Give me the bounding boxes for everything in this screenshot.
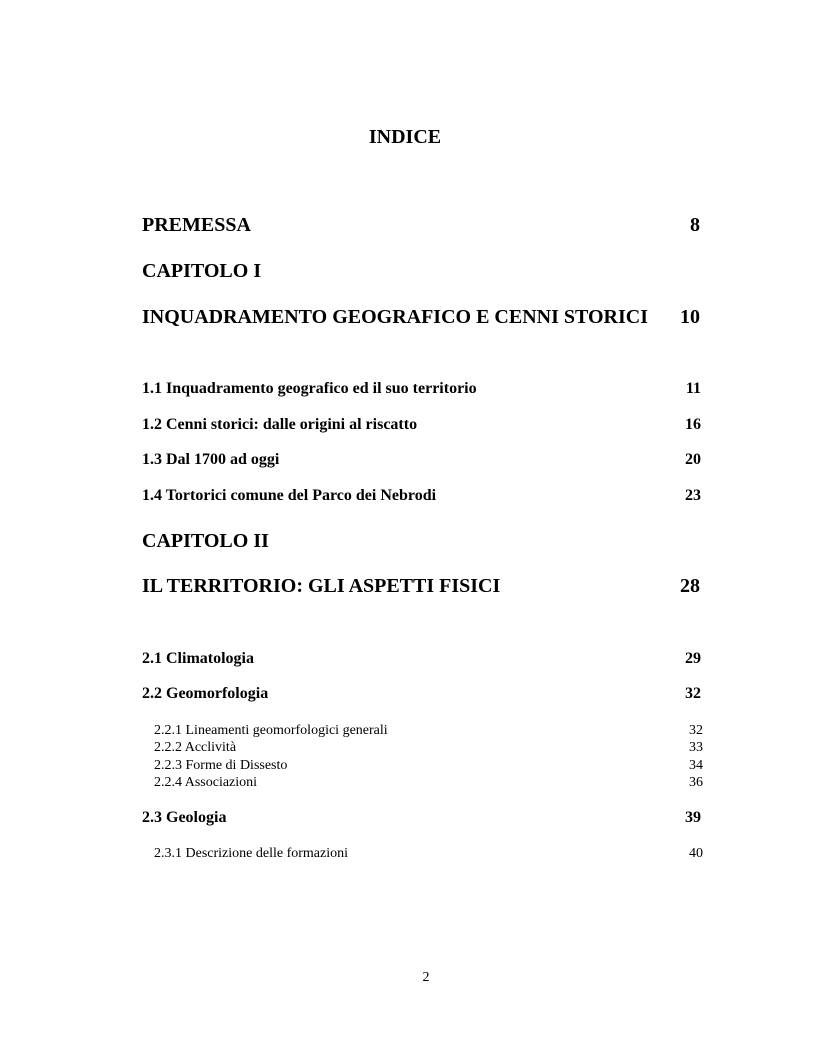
toc-entry-label: PREMESSA bbox=[142, 214, 251, 236]
toc-entry-label: 2.2.2 Acclività bbox=[154, 740, 237, 755]
page-number: 2 bbox=[422, 970, 430, 985]
toc-entry-page: 11 bbox=[685, 380, 701, 397]
toc-entry-label: 1.3 Dal 1700 ad oggi bbox=[142, 451, 280, 468]
toc-entry-page: 29 bbox=[685, 650, 701, 667]
toc-entry-label: 2.2.3 Forme di Dissesto bbox=[154, 758, 288, 773]
toc-entry-label: IL TERRITORIO: GLI ASPETTI FISICI bbox=[142, 575, 501, 597]
toc-entry-page: 8 bbox=[690, 214, 700, 236]
toc-entry-label: 2.2.1 Lineamenti geomorfologici generali bbox=[154, 723, 388, 738]
toc-entry-page: 28 bbox=[680, 575, 700, 597]
toc-entry-page: 32 bbox=[689, 723, 703, 738]
toc-entry-label: 2.1 Climatologia bbox=[142, 650, 254, 667]
toc-entry-label: 2.3.1 Descrizione delle formazioni bbox=[154, 846, 348, 861]
toc-entry-page: 23 bbox=[685, 487, 701, 504]
toc-entry-page: 20 bbox=[685, 451, 701, 468]
toc-entry-page: 34 bbox=[689, 758, 703, 773]
toc-entry-page: 40 bbox=[689, 846, 703, 861]
toc-entry-page: 36 bbox=[689, 775, 703, 790]
toc-entry-label: 1.2 Cenni storici: dalle origini al riscatto bbox=[142, 416, 418, 433]
page-title: INDICE bbox=[368, 126, 442, 148]
toc-entry-label: 1.1 Inquadramento geografico ed il suo territorio bbox=[142, 380, 477, 397]
toc-entry-page: 39 bbox=[685, 809, 701, 826]
toc-entry-label: 2.2.4 Associazioni bbox=[154, 775, 258, 790]
toc-entry-page: 32 bbox=[685, 685, 701, 702]
toc-entry-label: CAPITOLO II bbox=[142, 530, 269, 552]
toc-entry-label: 1.4 Tortorici comune del Parco dei Nebrodi bbox=[142, 487, 437, 504]
toc-entry-page: 33 bbox=[689, 740, 703, 755]
toc-entry-label: 2.3 Geologia bbox=[142, 809, 227, 826]
toc-entry-label: CAPITOLO I bbox=[142, 260, 262, 282]
toc-entry-label: 2.2 Geomorfologia bbox=[142, 685, 269, 702]
toc-entry-page: 10 bbox=[680, 306, 700, 328]
toc-entry-label: INQUADRAMENTO GEOGRAFICO E CENNI STORICI bbox=[142, 306, 648, 328]
toc-entry-page: 16 bbox=[685, 416, 701, 433]
